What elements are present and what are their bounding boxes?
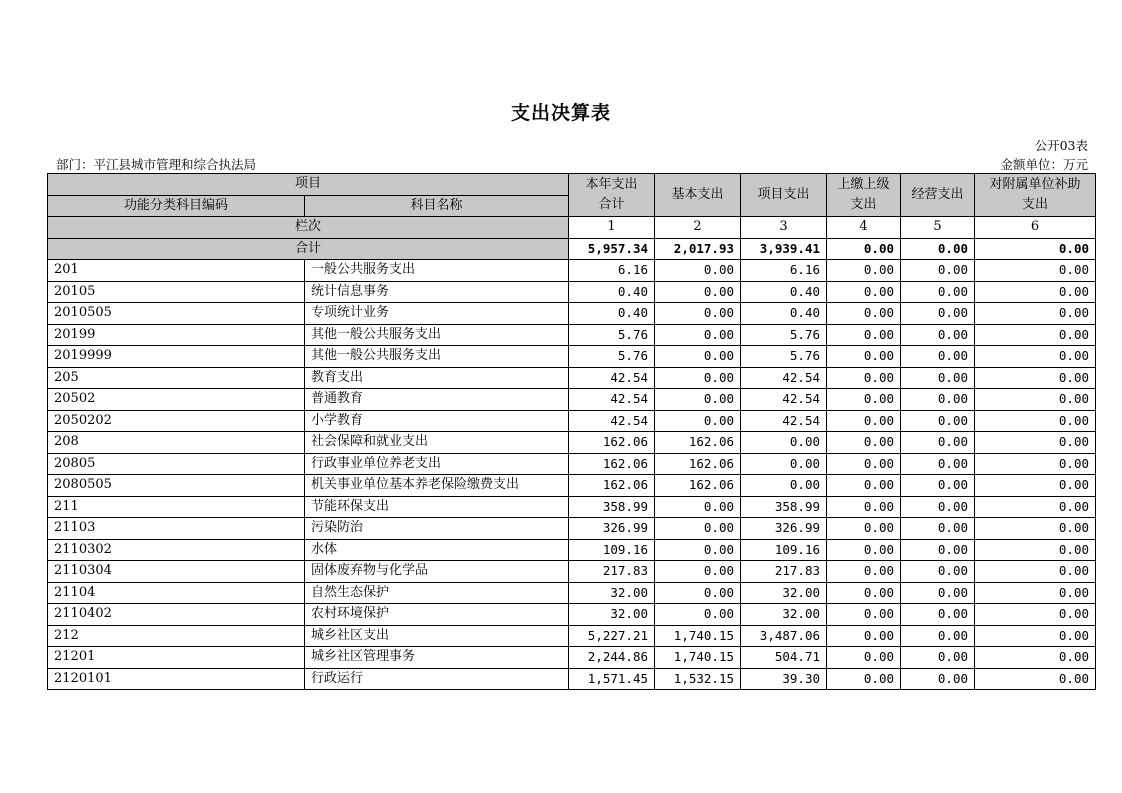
col-number: 3: [741, 217, 827, 239]
table-row: [48, 582, 1096, 604]
subject-name: 普通教育: [305, 389, 569, 411]
total-value: 0.00: [975, 238, 1096, 260]
amount-cell: 0.40: [569, 303, 655, 325]
amount-cell: 1,571.45: [569, 668, 655, 690]
amount-cell: 0.00: [901, 582, 975, 604]
amount-cell: 0.40: [741, 303, 827, 325]
amount-cell: 0.00: [975, 410, 1096, 432]
amount-cell: 0.00: [975, 367, 1096, 389]
amount-cell: 0.00: [827, 518, 901, 540]
amount-cell: 6.16: [569, 260, 655, 282]
amount-cell: 0.00: [827, 324, 901, 346]
amount-cell: 162.06: [569, 453, 655, 475]
amount-cell: 0.00: [901, 475, 975, 497]
amount-cell: 217.83: [741, 561, 827, 583]
subject-code: 211: [48, 496, 305, 518]
header-row-label: 栏次: [48, 217, 569, 239]
amount-cell: 42.54: [569, 389, 655, 411]
amount-cell: 0.00: [827, 668, 901, 690]
amount-cell: 0.00: [975, 582, 1096, 604]
amount-cell: 0.00: [655, 367, 741, 389]
total-value: 0.00: [827, 238, 901, 260]
amount-cell: 0.00: [901, 367, 975, 389]
table-row: [48, 260, 1096, 282]
subject-name: 小学教育: [305, 410, 569, 432]
subject-code: 20502: [48, 389, 305, 411]
header-project-expenditure: 项目支出: [741, 174, 827, 217]
header-upper: 上缴上级 支出: [827, 174, 901, 217]
amount-cell: 0.00: [655, 604, 741, 626]
subject-name: 农村环境保护: [305, 604, 569, 626]
amount-cell: 0.00: [901, 496, 975, 518]
subject-name: 城乡社区管理事务: [305, 647, 569, 669]
subject-name: 机关事业单位基本养老保险缴费支出: [305, 475, 569, 497]
amount-cell: 1,740.15: [655, 625, 741, 647]
amount-cell: 3,487.06: [741, 625, 827, 647]
table-row: [48, 668, 1096, 690]
amount-cell: 0.40: [741, 281, 827, 303]
subject-name: 水体: [305, 539, 569, 561]
total-label: 合计: [48, 238, 569, 260]
amount-cell: 0.00: [901, 518, 975, 540]
subject-code: 21201: [48, 647, 305, 669]
subject-name: 行政事业单位养老支出: [305, 453, 569, 475]
subject-name: 行政运行: [305, 668, 569, 690]
total-value: 3,939.41: [741, 238, 827, 260]
currency-unit-label: 金额单位：万元: [1000, 157, 1088, 172]
amount-cell: 0.00: [655, 582, 741, 604]
table-row: [48, 303, 1096, 325]
table-row: [48, 604, 1096, 626]
subject-code: 212: [48, 625, 305, 647]
subject-code: 21103: [48, 518, 305, 540]
amount-cell: 0.00: [827, 303, 901, 325]
col-number: 2: [655, 217, 741, 239]
amount-cell: 0.00: [655, 260, 741, 282]
subject-name: 专项统计业务: [305, 303, 569, 325]
subject-code: 208: [48, 432, 305, 454]
header-business: 经营支出: [901, 174, 975, 217]
table-row: [48, 453, 1096, 475]
subject-code: 2110302: [48, 539, 305, 561]
col-number: 5: [901, 217, 975, 239]
subject-code: 20105: [48, 281, 305, 303]
amount-cell: 0.00: [975, 281, 1096, 303]
amount-cell: 0.00: [901, 432, 975, 454]
amount-cell: 326.99: [741, 518, 827, 540]
amount-cell: 0.00: [975, 539, 1096, 561]
header-project: 项目: [48, 174, 569, 196]
amount-cell: 5.76: [569, 346, 655, 368]
header-code: 功能分类科目编码: [48, 195, 305, 217]
amount-cell: 0.00: [901, 303, 975, 325]
amount-cell: 39.30: [741, 668, 827, 690]
col-number: 6: [975, 217, 1096, 239]
header-total: 本年支出 合计: [569, 174, 655, 217]
amount-cell: 0.00: [901, 625, 975, 647]
amount-cell: 0.00: [655, 518, 741, 540]
subject-code: 21104: [48, 582, 305, 604]
amount-cell: 0.00: [901, 410, 975, 432]
subject-code: 20199: [48, 324, 305, 346]
subject-name: 教育支出: [305, 367, 569, 389]
subject-name: 社会保障和就业支出: [305, 432, 569, 454]
amount-cell: 0.00: [901, 668, 975, 690]
amount-cell: 162.06: [655, 453, 741, 475]
subject-name: 统计信息事务: [305, 281, 569, 303]
amount-cell: 326.99: [569, 518, 655, 540]
amount-cell: 0.00: [901, 647, 975, 669]
amount-cell: 0.00: [827, 389, 901, 411]
amount-cell: 0.00: [901, 539, 975, 561]
amount-cell: 0.00: [975, 625, 1096, 647]
amount-cell: 0.00: [827, 260, 901, 282]
amount-cell: 109.16: [569, 539, 655, 561]
table-row: [48, 367, 1096, 389]
col-number: 4: [827, 217, 901, 239]
subject-name: 自然生态保护: [305, 582, 569, 604]
amount-cell: 1,532.15: [655, 668, 741, 690]
table-row: [48, 432, 1096, 454]
table-row: [48, 389, 1096, 411]
amount-cell: 0.00: [975, 561, 1096, 583]
amount-cell: 0.00: [975, 668, 1096, 690]
amount-cell: 6.16: [741, 260, 827, 282]
amount-cell: 5.76: [741, 324, 827, 346]
expenditure-table: [47, 173, 1096, 690]
amount-cell: 0.00: [827, 539, 901, 561]
amount-cell: 0.00: [901, 324, 975, 346]
amount-cell: 0.00: [975, 389, 1096, 411]
amount-cell: 42.54: [741, 367, 827, 389]
col-number: 1: [569, 217, 655, 239]
amount-cell: 0.00: [655, 389, 741, 411]
amount-cell: 0.00: [975, 260, 1096, 282]
amount-cell: 0.40: [569, 281, 655, 303]
subject-code: 20805: [48, 453, 305, 475]
amount-cell: 0.00: [901, 604, 975, 626]
amount-cell: 0.00: [655, 346, 741, 368]
amount-cell: 162.06: [569, 432, 655, 454]
subject-code: 201: [48, 260, 305, 282]
amount-cell: 0.00: [975, 647, 1096, 669]
subject-code: 2010505: [48, 303, 305, 325]
amount-cell: 504.71: [741, 647, 827, 669]
amount-cell: 0.00: [827, 647, 901, 669]
subject-code: 205: [48, 367, 305, 389]
amount-cell: 0.00: [655, 561, 741, 583]
amount-cell: 109.16: [741, 539, 827, 561]
table-row: [48, 625, 1096, 647]
total-value: 2,017.93: [655, 238, 741, 260]
amount-cell: 0.00: [975, 518, 1096, 540]
amount-cell: 0.00: [901, 346, 975, 368]
header-basic: 基本支出: [655, 174, 741, 217]
amount-cell: 0.00: [975, 604, 1096, 626]
amount-cell: 217.83: [569, 561, 655, 583]
amount-cell: 0.00: [827, 346, 901, 368]
amount-cell: 0.00: [741, 475, 827, 497]
table-row: [48, 496, 1096, 518]
table-row: [48, 324, 1096, 346]
subject-code: 2050202: [48, 410, 305, 432]
amount-cell: 0.00: [901, 453, 975, 475]
amount-cell: 0.00: [827, 281, 901, 303]
amount-cell: 0.00: [901, 389, 975, 411]
amount-cell: 0.00: [655, 539, 741, 561]
amount-cell: 162.06: [655, 432, 741, 454]
amount-cell: 42.54: [569, 410, 655, 432]
amount-cell: 42.54: [569, 367, 655, 389]
amount-cell: 0.00: [827, 582, 901, 604]
amount-cell: 0.00: [827, 496, 901, 518]
subject-name: 节能环保支出: [305, 496, 569, 518]
amount-cell: 0.00: [655, 324, 741, 346]
table-row: [48, 518, 1096, 540]
amount-cell: 358.99: [741, 496, 827, 518]
amount-cell: 32.00: [569, 604, 655, 626]
total-row: [48, 238, 1096, 260]
amount-cell: 0.00: [827, 561, 901, 583]
amount-cell: 5,227.21: [569, 625, 655, 647]
amount-cell: 162.06: [569, 475, 655, 497]
total-value: 5,957.34: [569, 238, 655, 260]
header-subsidy: 对附属单位补助 支出: [975, 174, 1096, 217]
subject-name: 其他一般公共服务支出: [305, 324, 569, 346]
amount-cell: 0.00: [655, 303, 741, 325]
table-row: [48, 561, 1096, 583]
header-name: 科目名称: [305, 195, 569, 217]
subject-code: 2110304: [48, 561, 305, 583]
amount-cell: 2,244.86: [569, 647, 655, 669]
amount-cell: 0.00: [655, 281, 741, 303]
form-number: 公开03表: [1034, 138, 1088, 153]
table-row: [48, 539, 1096, 561]
amount-cell: 0.00: [827, 432, 901, 454]
amount-cell: 0.00: [901, 260, 975, 282]
amount-cell: 42.54: [741, 389, 827, 411]
amount-cell: 0.00: [975, 432, 1096, 454]
amount-cell: 0.00: [827, 453, 901, 475]
subject-name: 固体废弃物与化学品: [305, 561, 569, 583]
page-title: 支出决算表: [510, 102, 611, 124]
subject-code: 2080505: [48, 475, 305, 497]
amount-cell: 162.06: [655, 475, 741, 497]
amount-cell: 0.00: [975, 346, 1096, 368]
amount-cell: 358.99: [569, 496, 655, 518]
subject-name: 污染防治: [305, 518, 569, 540]
amount-cell: 0.00: [975, 496, 1096, 518]
total-value: 0.00: [901, 238, 975, 260]
amount-cell: 0.00: [975, 303, 1096, 325]
amount-cell: 42.54: [741, 410, 827, 432]
amount-cell: 32.00: [569, 582, 655, 604]
amount-cell: 0.00: [741, 432, 827, 454]
table-row: [48, 281, 1096, 303]
table-row: [48, 647, 1096, 669]
subject-name: 一般公共服务支出: [305, 260, 569, 282]
amount-cell: 0.00: [655, 496, 741, 518]
table-row: [48, 346, 1096, 368]
amount-cell: 0.00: [655, 410, 741, 432]
amount-cell: 0.00: [975, 324, 1096, 346]
table-row: [48, 410, 1096, 432]
amount-cell: 0.00: [975, 453, 1096, 475]
amount-cell: 0.00: [901, 281, 975, 303]
amount-cell: 0.00: [827, 625, 901, 647]
amount-cell: 5.76: [741, 346, 827, 368]
amount-cell: 1,740.15: [655, 647, 741, 669]
amount-cell: 0.00: [827, 410, 901, 432]
amount-cell: 0.00: [975, 475, 1096, 497]
amount-cell: 32.00: [741, 582, 827, 604]
table-row: [48, 475, 1096, 497]
subject-name: 其他一般公共服务支出: [305, 346, 569, 368]
department-label: 部门：平江县城市管理和综合执法局: [56, 157, 257, 172]
subject-code: 2110402: [48, 604, 305, 626]
amount-cell: 0.00: [741, 453, 827, 475]
amount-cell: 0.00: [827, 475, 901, 497]
amount-cell: 0.00: [827, 604, 901, 626]
subject-code: 2120101: [48, 668, 305, 690]
amount-cell: 0.00: [901, 561, 975, 583]
amount-cell: 32.00: [741, 604, 827, 626]
subject-code: 2019999: [48, 346, 305, 368]
amount-cell: 5.76: [569, 324, 655, 346]
subject-name: 城乡社区支出: [305, 625, 569, 647]
amount-cell: 0.00: [827, 367, 901, 389]
